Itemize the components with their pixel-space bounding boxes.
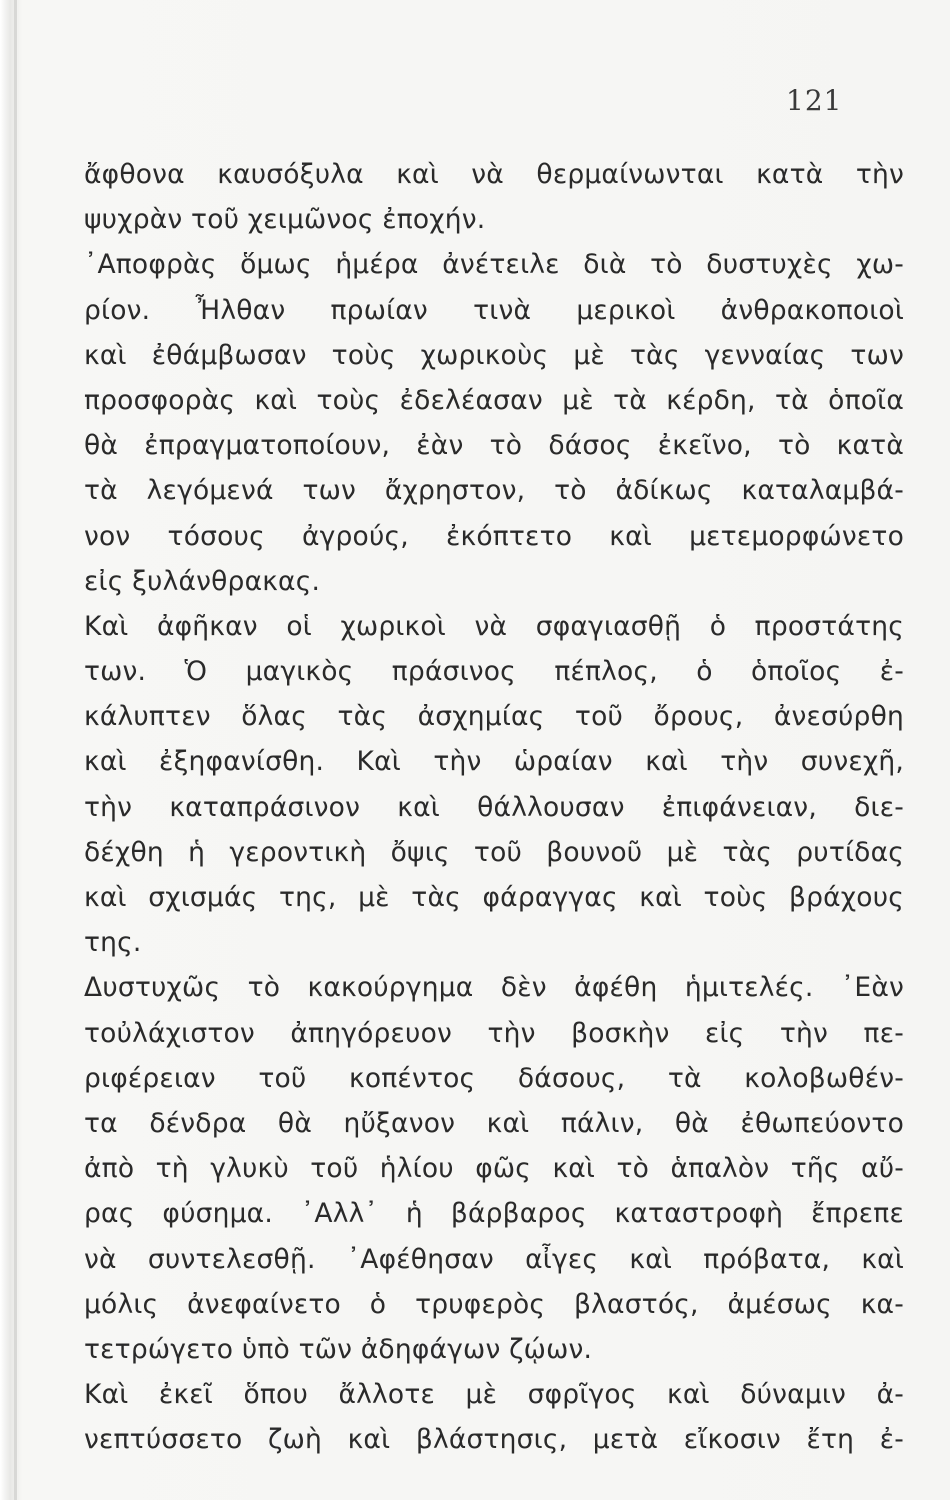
text-line: ἄφθονα καυσόξυλα καὶ νὰ θερμαίνωνται κατὰ τὴν (84, 159, 904, 190)
text-line: ᾿Αποφρὰς ὅμως ἡμέρα ἀνέτειλε διὰ τὸ δυστυχὲς χω- (84, 249, 904, 281)
text-line: νον τόσους ἀγρούς, ἐκόπτετο καὶ μετεμορφώνετο (84, 520, 904, 552)
text-line: καὶ ἐξηφανίσθη. Καὶ τὴν ὡραίαν καὶ τὴν συνεχῆ, (84, 746, 904, 778)
text-line: νὰ συντελεσθῇ. ᾿Αφέθησαν αἶγες καὶ πρόβατα, καὶ (84, 1243, 904, 1275)
text-line: Δυστυχῶς τὸ κακούργημα δὲν ἀφέθη ἡμιτελές. ᾿Εὰν (84, 972, 904, 1004)
text-line: τὴν καταπράσινον καὶ θάλλουσαν ἐπιφάνειαν, διε- (84, 791, 904, 823)
text-line: μόλις ἀνεφαίνετο ὁ τρυφερὸς βλαστός, ἀμέσως κα- (84, 1288, 904, 1320)
text-line: της. (84, 927, 142, 959)
text-line: ρας φύσημα. ᾿Αλλ᾿ ἡ βάρβαρος καταστροφὴ ἔπρεπε (84, 1198, 904, 1230)
page-number: 121 (786, 84, 843, 117)
text-line: τὰ λεγόμενά των ἄχρηστον, τὸ ἀδίκως καταλαμβά- (84, 475, 904, 507)
text-line: εἰς ξυλάνθρακας. (84, 565, 321, 597)
text-line: νεπτύσσετο ζωὴ καὶ βλάστησις, μετὰ εἴκοσιν ἔτη ἐ- (84, 1424, 904, 1456)
text-line: ἀπὸ τὴ γλυκὺ τοῦ ἡλίου φῶς καὶ τὸ ἁπαλὸν τῆς αὔ- (84, 1153, 904, 1185)
text-line: καὶ σχισμάς της, μὲ τὰς φάραγγας καὶ τοὺς βράχους (84, 882, 904, 913)
body-text (84, 152, 904, 1462)
text-line: Καὶ ἐκεῖ ὅπου ἄλλοτε μὲ σφρῖγος καὶ δύναμιν ἀ- (84, 1379, 904, 1411)
text-line: καὶ ἐθάμβωσαν τοὺς χωρικοὺς μὲ τὰς γενναίας των (84, 339, 904, 371)
text-line: τοὐλάχιστον ἀπηγόρευον τὴν βοσκὴν εἰς τὴν πε- (84, 1017, 904, 1049)
text-line: τετρώγετο ὑπὸ τῶν ἀδηφάγων ζῴων. (84, 1333, 593, 1365)
text-line: τα δένδρα θὰ ηὔξανον καὶ πάλιν, θὰ ἐθωπεύοντο (84, 1107, 904, 1139)
text-line: κάλυπτεν ὅλας τὰς ἀσχημίας τοῦ ὄρους, ἀνεσύρθη (84, 701, 904, 733)
text-line: των. Ὁ μαγικὸς πράσινος πέπλος, ὁ ὁποῖος ἐ- (84, 656, 904, 688)
text-line: δέχθη ἡ γεροντικὴ ὄψις τοῦ βουνοῦ μὲ τὰς ρυτίδας (84, 836, 904, 868)
text-line: Καὶ ἀφῆκαν οἱ χωρικοὶ νὰ σφαγιασθῇ ὁ προστάτης (84, 610, 904, 642)
text-line: θὰ ἐπραγματοποίουν, ἐὰν τὸ δάσος ἐκεῖνο, τὸ κατὰ (84, 430, 904, 462)
text-line: ριφέρειαν τοῦ κοπέντος δάσους, τὰ κολοβωθέν- (84, 1062, 904, 1094)
text-line: ψυχρὰν τοῦ χειμῶνος ἐποχήν. (84, 204, 486, 236)
binding-edge (14, 0, 17, 1500)
text-line: προσφορὰς καὶ τοὺς ἐδελέασαν μὲ τὰ κέρδη, τὰ ὁποῖα (84, 384, 904, 416)
text-line: ρίον. Ἦλθαν πρωίαν τινὰ μερικοὶ ἀνθρακοποιοὶ (84, 294, 904, 326)
